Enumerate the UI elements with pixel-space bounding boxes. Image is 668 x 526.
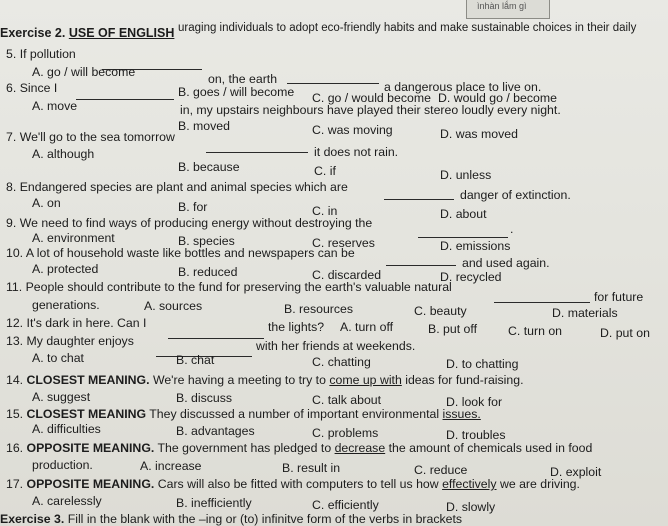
q15-option-c[interactable]: C. problems [312,426,379,440]
q11-option-d[interactable]: D. materials [552,306,618,320]
q17-option-a[interactable]: A. carelessly [32,494,102,508]
q5-option-c[interactable]: C. go / would become [312,91,431,105]
question-6: 6. Since I [6,81,58,95]
question-17: 17. OPPOSITE MEANING. Cars will also be fitted with computers to tell us how effectively we are driving. [6,477,580,491]
q11-option-a[interactable]: A. sources [144,299,203,313]
q8-option-d[interactable]: D. about [440,207,487,221]
q17-option-d[interactable]: D. slowly [446,500,496,514]
question-7: 7. We'll go to the sea tomorrow [6,130,175,144]
q14-option-d[interactable]: D. look for [446,395,503,409]
stamp-text: ìnhàn lắm gì [477,1,527,11]
answer-blank-7[interactable] [206,142,308,153]
exercise-3-number: Exercise 3. [0,512,65,526]
q10-option-d[interactable]: D. recycled [440,270,502,284]
q10-option-a[interactable]: A. protected [32,262,99,276]
q10-option-b[interactable]: B. reduced [178,265,238,279]
q8-text-2: danger of extinction. [460,188,571,202]
q13-text-2: with her friends at weekends. [256,339,416,353]
q6-option-c[interactable]: C. was moving [312,123,393,137]
exercise-3-heading [0,512,462,526]
answer-blank-6[interactable] [76,89,174,100]
q10-text-2: and used again. [462,256,550,270]
question-15: 15. CLOSEST MEANING They discussed a number of important environmental issues. [6,407,481,421]
q16-option-b[interactable]: B. result in [282,461,341,475]
question-10: 10. A lot of household waste like bottles and newspapers can be [6,246,355,260]
question-11: 11. People should contribute to the fund for preserving the earth's valuable natural [6,280,452,294]
question-13: 13. My daughter enjoys [6,334,134,348]
q13-option-b[interactable]: B. chat [176,353,215,367]
question-5: 5. If pollution [6,47,76,61]
q13-option-c[interactable]: C. chatting [312,355,371,369]
q9-option-a[interactable]: A. environment [32,231,115,245]
q17-option-b[interactable]: B. inefficiently [176,496,252,510]
q9-option-b[interactable]: B. species [178,234,235,248]
q7-text-2: it does not rain. [314,145,399,159]
answer-blank-10[interactable] [386,255,456,266]
q14-option-b[interactable]: B. discuss [176,391,233,405]
corner-stamp [466,0,550,19]
exercise-3-text: Fill in the blank with the –ing or (to) infinitve form of the verbs in brackets [67,512,463,526]
q12-option-b[interactable]: B. put off [428,322,477,336]
q8-option-b[interactable]: B. for [178,200,208,214]
q5-option-d[interactable]: D. would go / become [438,91,557,105]
question-14: 14. CLOSEST MEANING. We're having a meeting to try to come up with ideas for fund-raising. [6,373,524,387]
question-12: 12. It's dark in here. Can I [6,316,147,330]
question-9: 9. We need to find ways of producing energy without destroying the [6,216,373,230]
q7-option-a[interactable]: A. although [32,147,95,161]
question-16: 16. OPPOSITE MEANING. The government has pledged to decrease the amount of chemicals used in food [6,441,593,455]
exercise-2-heading [0,26,174,40]
q6-option-a[interactable]: A. move [32,99,78,113]
q10-option-c[interactable]: C. discarded [312,268,382,282]
answer-blank-12[interactable] [168,328,264,339]
q16-text-2: production. [32,458,93,472]
q16-option-d[interactable]: D. exploit [550,465,602,479]
q11-option-c[interactable]: C. beauty [414,304,467,318]
q9-text-2: . [510,222,514,236]
q11-text-3: generations. [32,298,100,312]
q8-option-c[interactable]: C. in [312,204,338,218]
q6-option-b[interactable]: B. moved [178,119,230,133]
exercise-number: Exercise 2. [0,26,66,40]
answer-blank-5b[interactable] [287,73,379,84]
q8-option-a[interactable]: A. on [32,196,61,210]
q13-option-a[interactable]: A. to chat [32,351,84,365]
q9-option-d[interactable]: D. emissions [440,239,511,253]
q7-option-c[interactable]: C. if [314,164,336,178]
q11-option-b[interactable]: B. resources [284,302,354,316]
question-8: 8. Endangered species are plant and animal species which are [6,180,348,194]
intro-text: uraging individuals to adopt eco-friendly habits and make sustainable choices in their daily [178,22,637,34]
q9-option-c[interactable]: C. reserves [312,236,375,250]
q5-option-b[interactable]: B. goes / will become [178,85,295,99]
q12-option-d[interactable]: D. put on [600,326,650,340]
q12-option-c[interactable]: C. turn on [508,324,562,338]
q17-option-c[interactable]: C. efficiently [312,498,379,512]
q5-option-a[interactable]: A. go / will become [32,65,136,79]
answer-blank-8[interactable] [384,189,454,200]
q11-text-2: for future [594,290,644,304]
q7-option-d[interactable]: D. unless [440,168,492,182]
q13-option-d[interactable]: D. to chatting [446,357,519,371]
exercise-title: USE OF ENGLISH [68,26,175,40]
q16-option-a[interactable]: A. increase [140,459,202,473]
q7-option-b[interactable]: B. because [178,160,240,174]
q16-option-c[interactable]: C. reduce [414,463,468,477]
answer-blank-11[interactable] [494,292,590,303]
q12-text-2: the lights? [268,320,325,334]
q6-text-2: in, my upstairs neighbours have played their stereo loudly every night. [180,103,561,117]
q14-option-c[interactable]: C. talk about [312,393,382,407]
q12-option-a[interactable]: A. turn off [340,320,394,334]
q5-text-2: on, the earth [208,72,278,86]
q6-option-d[interactable]: D. was moved [440,127,518,141]
q15-option-a[interactable]: A. difficulties [32,422,101,436]
q15-option-d[interactable]: D. troubles [446,428,506,442]
q15-option-b[interactable]: B. advantages [176,424,255,438]
q5-text-3: a dangerous place to live on. [384,80,542,94]
q14-option-a[interactable]: A. suggest [32,390,91,404]
answer-blank-9[interactable] [418,227,508,238]
